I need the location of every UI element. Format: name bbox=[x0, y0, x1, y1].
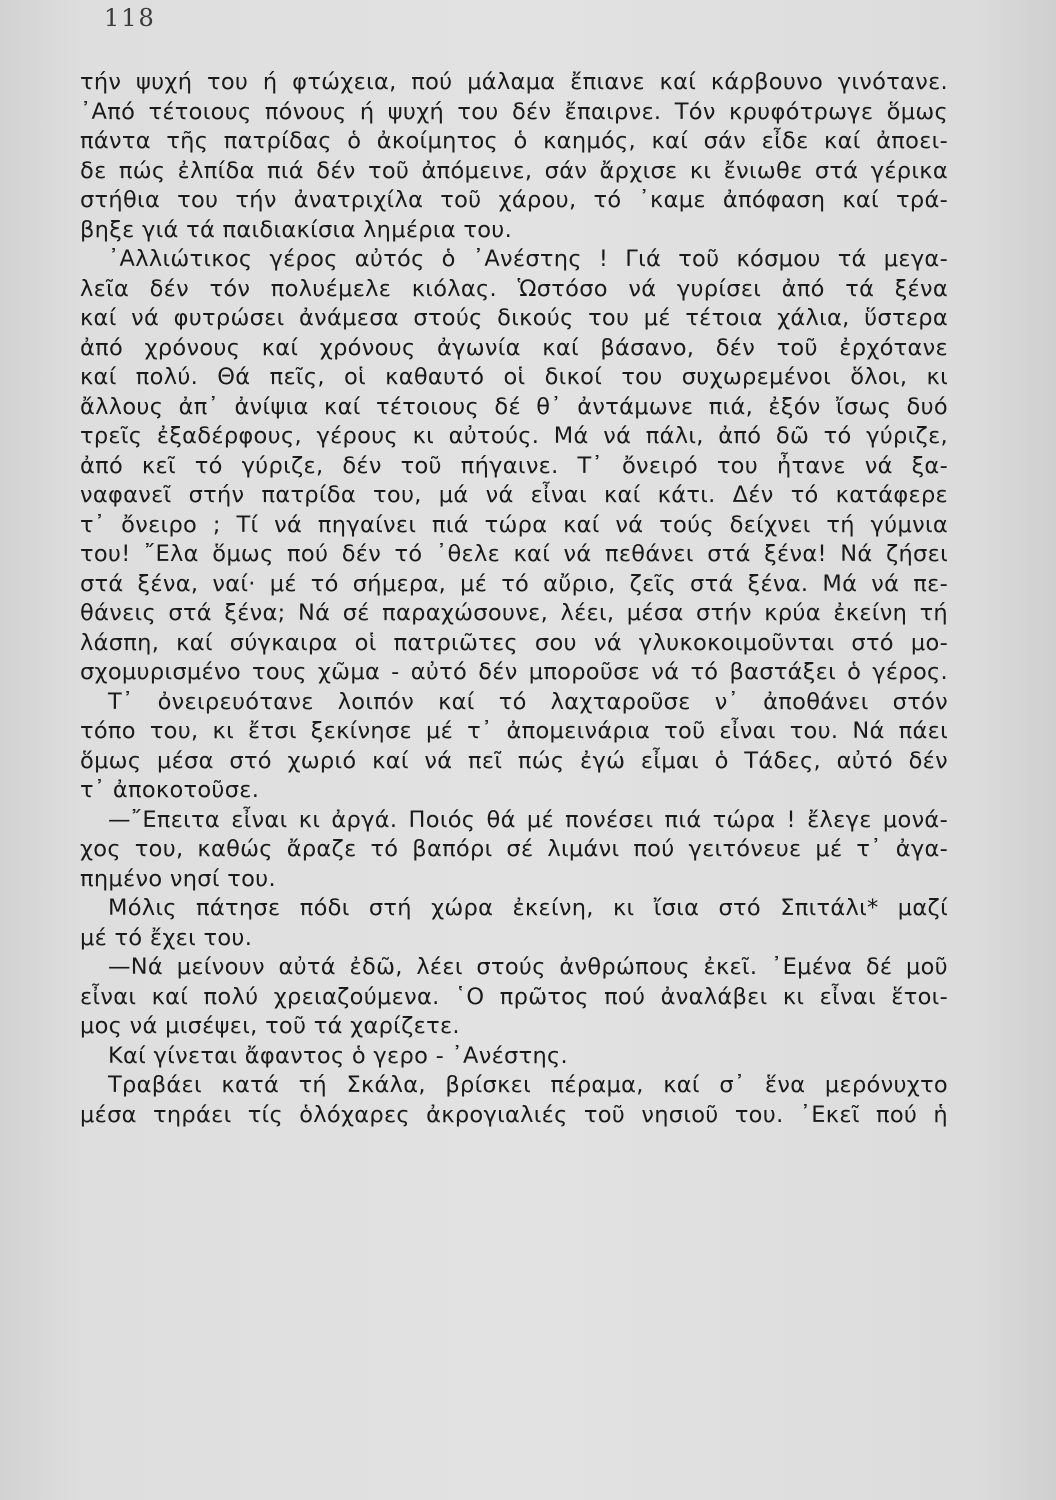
text-line: λάσπη, καί σύγκαιρα οἱ πατριῶτες σου νά γλυκοκοιμοῦνται στό μο- bbox=[80, 629, 948, 656]
text-line: του! ῎Ελα ὅμως πού δέν τό ᾿θελε καί νά πεθάνει στά ξένα! Νά ζήσει bbox=[80, 541, 948, 567]
text-line: στήθια του τήν ἀνατριχίλα τοῦ χάρου, τό ᾿καμε ἀπόφαση καί τρά- bbox=[80, 187, 948, 213]
text-line: μος νά μισέψει, τοῦ τά χαρίζετε. bbox=[80, 1013, 460, 1039]
text-line: τόπο του, κι ἔτσι ξεκίνησε μέ τ᾿ ἀπομεινάρια τοῦ εἶναι του. Νά πάει bbox=[80, 718, 948, 744]
text-line: ναφανεῖ στήν πατρίδα του, μά νά εἶναι καί κάτι. Δέν τό κατάφερε bbox=[80, 482, 948, 508]
text-line: ἄλλους ἀπ᾿ ἀνίψια καί τέτοιους δέ θ᾿ ἀντάμωνε πιά, ἐξόν ἴσως δυό bbox=[80, 393, 948, 420]
text-line: Καί γίνεται ἄφαντος ὁ γερο - ᾿Ανέστης. bbox=[108, 1042, 568, 1069]
text-line: μέσα τηράει τίς ὁλόχαρες ἀκρογιαλιές τοῦ νησιοῦ του. ᾿Εκεῖ πού ἡ bbox=[80, 1101, 948, 1128]
text-line: τρεῖς ἐξαδέρφους, γέρους κι αὐτούς. Μά νά πάλι, ἀπό δῶ τό γύριζε, bbox=[80, 423, 948, 449]
text-line: βηξε γιά τά παιδιακίσια λημέρια του. bbox=[80, 216, 513, 243]
text-line: τήν ψυχή του ή φτώχεια, πού μάλαμα ἔπιανε καί κάρβουνο γινότανε. bbox=[80, 69, 948, 95]
text-line: ᾿Από τέτοιους πόνους ή ψυχή του δέν ἔπαιρνε. Τόν κρυφότρωγε ὅμως bbox=[80, 98, 948, 125]
text-line: λεῖα δέν τόν πολυέμελε κιόλας. Ὡστόσο νά γυρίσει ἀπό τά ξένα bbox=[80, 275, 948, 302]
text-line: ὅμως μέσα στό χωριό καί νά πεῖ πώς ἐγώ εἶμαι ὁ Τάδες, αὐτό δέν bbox=[80, 747, 948, 774]
text-line: ἀπό χρόνους καί χρόνους ἀγωνία καί βάσανο, δέν τοῦ ἐρχότανε bbox=[80, 334, 948, 361]
text-line: —῎Επειτα εἶναι κι ἀργά. Ποιός θά μέ πονέσει πιά τώρα ! ἔλεγε μονά- bbox=[108, 806, 948, 833]
text-line: δε πώς ἐλπίδα πιά δέν τοῦ ἀπόμεινε, σάν ἄρχισε κι ἔνιωθε στά γέρικα bbox=[80, 157, 948, 184]
text-line: καί νά φυτρώσει ἀνάμεσα στούς δικούς του μέ τέτοια χάλια, ὕστερα bbox=[80, 305, 948, 331]
text-line: χος του, καθώς ἄραζε τό βαπόρι σέ λιμάνι πού γειτόνευε μέ τ᾿ ἀγα- bbox=[80, 836, 948, 862]
text-line: Τ᾿ ὀνειρευότανε λοιπόν καί τό λαχταροῦσε ν᾿ ἀποθάνει στόν bbox=[108, 688, 948, 715]
text-line: ᾿Αλλιώτικος γέρος αὐτός ὁ ᾿Ανέστης ! Γιά τοῦ κόσμου τά μεγα- bbox=[108, 246, 948, 272]
page-number: 118 bbox=[104, 4, 156, 32]
text-line: Τραβάει κατά τή Σκάλα, βρίσκει πέραμα, καί σ᾿ ἕνα μερόνυχτο bbox=[108, 1072, 948, 1098]
text-line: εἶναι καί πολύ χρειαζούμενα. ῾Ο πρῶτος πού ἀναλάβει κι εἶναι ἕτοι- bbox=[80, 983, 948, 1010]
text-line: πάντα τῆς πατρίδας ὁ ἀκοίμητος ὁ καημός, καί σάν εἶδε καί ἀποει- bbox=[80, 128, 948, 154]
text-line: στά ξένα, ναί· μέ τό σήμερα, μέ τό αὔριο, ζεῖς στά ξένα. Μά νά πε- bbox=[80, 570, 948, 597]
text-line: μέ τό ἔχει του. bbox=[80, 924, 253, 951]
text-line: καί πολύ. Θά πεῖς, οἱ καθαυτό οἱ δικοί του συχωρεμένοι ὅλοι, κι bbox=[80, 364, 948, 390]
text-line: θάνεις στά ξένα; Νά σέ παραχώσουνε, λέει, μέσα στήν κρύα ἐκείνη τή bbox=[80, 600, 948, 626]
text-line: τ᾿ ἀποκοτοῦσε. bbox=[80, 777, 260, 803]
body-text bbox=[80, 68, 948, 1130]
text-line: τ᾿ ὄνειρο ; Τί νά πηγαίνει πιά τώρα καί νά τούς δείχνει τή γύμνια bbox=[80, 511, 948, 538]
text-line: σχομυρισμένο τους χῶμα - αὐτό δέν μποροῦσε νά τό βαστάξει ὁ γέρος. bbox=[80, 659, 948, 685]
text-line: ἀπό κεῖ τό γύριζε, δέν τοῦ πήγαινε. Τ᾿ ὄνειρό του ἦτανε νά ξα- bbox=[80, 452, 948, 479]
text-line: —Νά μείνουν αὐτά ἐδῶ, λέει στούς ἀνθρώπους ἐκεῖ. ᾿Εμένα δέ μοῦ bbox=[108, 954, 948, 980]
text-line: Μόλις πάτησε πόδι στή χώρα ἐκείνη, κι ἴσια στό Σπιτάλι* μαζί bbox=[108, 895, 948, 921]
text-line: πημένο νησί του. bbox=[80, 865, 276, 892]
